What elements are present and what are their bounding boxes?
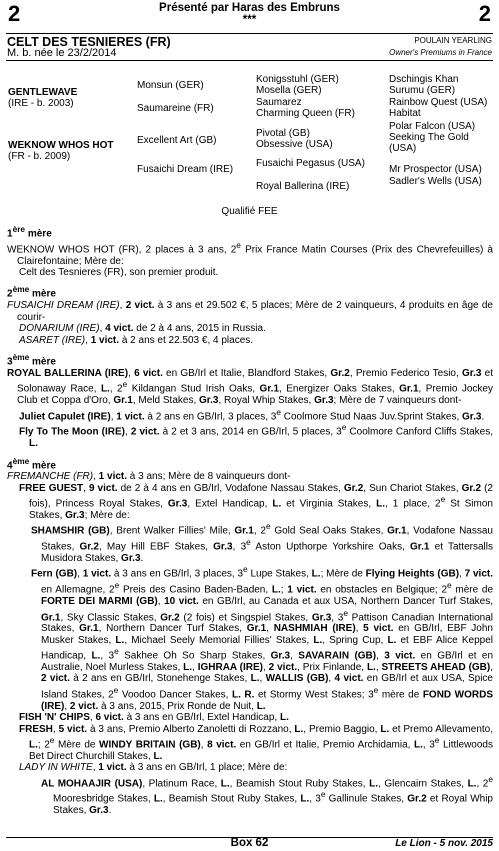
- dam-line-record: [7, 224, 493, 817]
- section-heading: 3ème mère: [7, 352, 56, 368]
- dam-info: (FR - b. 2009): [8, 151, 71, 162]
- g3-2: Mosella (GER): [256, 85, 322, 96]
- page-footer: [6, 837, 493, 851]
- lot-number-right: 2: [478, 1, 491, 26]
- horse-name: CELT DES TESNIERES (FR): [7, 35, 171, 49]
- lot-number-left: 2: [8, 1, 21, 26]
- record-paragraph: FRESH, 5 vict. à 3 ans, Premio Alberto Zanoletti di Rozzano, L., Premio Baggio, L. et Premo Allevamento, L.; 2e Mère de WINDY BRITAIN (GB), 8 vict. en GB/Irl et Italie, Premio Archidamia, L., 3e Littlewoods Bet Direct Churchill Stakes, L.: [19, 723, 493, 762]
- record-paragraph: ASARET (IRE), 1 vict. à 2 ans et 22.503 €, 4 places.: [19, 334, 254, 346]
- record-paragraph: SHAMSHIR (GB), Brent Walker Fillies' Mile, Gr.1, 2e Gold Seal Oaks Stakes, Gr.1, Vodafone Nassau Stakes, Gr.2, May Hill EBF Stakes, Gr.3, 3e Aston Upthorpe Yorkshire Oaks, Gr.1 et Tattersalls Musidora Stakes, Gr.3.: [31, 521, 493, 565]
- record-paragraph: Fly To The Moon (IRE), 2 vict. à 2 et 3 ans, 2014 en GB/Irl, 5 places, 3e Coolmore Canford Cliffs Stakes, L.: [19, 422, 493, 450]
- presented-by: Présenté par Haras des Embruns: [159, 2, 340, 14]
- g3-5: Pivotal (GB): [256, 128, 310, 139]
- g4-3: Rainbow Quest (USA): [389, 97, 488, 108]
- category: POULAIN YEARLING: [414, 36, 492, 45]
- presenter: [0, 2, 499, 26]
- g3-1: Konigsstuhl (GER): [256, 74, 339, 85]
- sire-sire: Monsun (GER): [137, 80, 204, 91]
- g3-4: Charming Queen (FR): [256, 108, 355, 119]
- sire-info: (IRE - b. 2003): [8, 98, 74, 109]
- record-paragraph: FISH 'N' CHIPS, 6 vict. à 3 ans en GB/Irl, Extel Handicap, L.: [19, 712, 289, 724]
- g4-6: Seeking The Gold (USA): [389, 132, 469, 154]
- sire: [8, 87, 77, 109]
- g4-5: Polar Falcon (USA): [389, 121, 476, 132]
- sire-name: GENTLEWAVE: [8, 87, 78, 98]
- record-paragraph: Celt des Tesnieres (FR), son premier produit.: [19, 267, 219, 279]
- record-paragraph: Juliet Capulet (IRE), 1 vict. à 2 ans en GB/Irl, 3 places, 3e Coolmore Stud Naas Juv.Sprint Stakes, Gr.3.: [19, 406, 485, 422]
- dam-dam: Fusaichi Dream (IRE): [137, 164, 234, 175]
- g4-2: Surumu (GER): [389, 85, 456, 96]
- section-heading: 2ème mère: [7, 284, 56, 300]
- g3-7: Fusaichi Pegasus (USA): [256, 158, 365, 169]
- g3-8: Royal Ballerina (IRE): [256, 181, 350, 192]
- premiums: Owner's Premiums in France: [389, 48, 492, 57]
- section-heading: 1ère mère: [7, 224, 52, 240]
- box-number: Box 62: [230, 837, 269, 849]
- qualification: Qualifié FEE: [221, 206, 278, 217]
- g4-1: Dschingis Khan: [389, 74, 459, 85]
- dam-name: WEKNOW WHOS HOT: [8, 140, 114, 151]
- g4-8: Sadler's Wells (USA): [389, 176, 482, 187]
- sale-info: Le Lion - 5 nov. 2015: [395, 838, 493, 849]
- sex-birth: M. b. née le 23/2/2014: [7, 47, 117, 59]
- g4-7: Mr Prospector (USA): [389, 164, 482, 175]
- record-paragraph: Fern (GB), 1 vict. à 3 ans en GB/Irl, 3 places, 3e Lupe Stakes, L.; Mère de Flying Heights (GB), 7 vict. en Allemagne, 2e Preis des Casino Baden-Baden, L.; 1 vict. en obstacles en Belgique; 2e mère de FORTE DEI MARMI (GB), 10 vict. en GB/Irl, au Canada et aux USA, Northern Dancer Turf Stakes, Gr.1, Sky Classic Stakes, Gr.2 (2 fois) et Singspiel Stakes, Gr.3, 3e Pattison Canadian International Stakes, Gr.1, Northern Dancer Turf Stakes, Gr.1, NASHMIAH (IRE), 5 vict. en GB/Irl, EBF John Musker Stakes, L., Michael Seely Memorial Fillies' Stakes, L., Spring Cup, L. et EBF Alice Keppel Handicap, L., 3e Sakhee Oh So Sharp Stakes, Gr.3, SAVARAIN (GB), 3 vict. en GB/Irl et en Australie, Noel Murless Stakes, L., IGHRAA (IRE), 2 vict., Prix Finlande, L., STREETS AHEAD (GB), 2 vict. à 2 ans en GB/Irl, Stonehenge Stakes, L., WALLIS (GB), 4 vict. en GB/Irl et aux USA, Spice Island Stakes, 2e Voodoo Dancer Stakes, L. R. et Stormy West Stakes; 3e mère de FOND WORDS (IRE), 2 vict. à 3 ans, 2015, Prix Ronde de Nuit, L.: [31, 564, 494, 712]
- g4-4: Habitat: [389, 108, 421, 119]
- record-paragraph: AL MOHAAJIR (USA), Platinum Race, L., Beamish Stout Ruby Stakes, L., Glencairn Stakes, L., 2e Mooresbridge Stakes, L., Beamish Stout Ruby Stakes, L., 3e Gallinule Stakes, Gr.2 et Royal Whip Stakes, Gr.3.: [41, 773, 493, 817]
- dam: [8, 140, 118, 162]
- record-paragraph: ROYAL BALLERINA (IRE), 6 vict. en GB/Irl et Italie, Blandford Stakes, Gr.2, Premio Federico Tesio, Gr.3 et Solonaway Race, L., 2e Kildangan Stud Irish Oaks, Gr.1, Energizer Oaks Stakes, Gr.1, Premio Jockey Club et Coppa d'Oro, Gr.1, Meld Stakes, Gr.3, Royal Whip Stakes, Gr.3; Mère de 7 vainqueurs dont-: [7, 367, 493, 407]
- record-paragraph: WEKNOW WHOS HOT (FR), 2 places à 3 ans, 2e Prix France Matin Courses (Prix des Chevrefeuilles) à Clairefontaine; Mère de:: [7, 239, 493, 267]
- record-paragraph: FREE GUEST, 9 vict. de 2 à 4 ans en GB/Irl, Vodafone Nassau Stakes, Gr.2, Sun Chariot Stakes, Gr.2 (2 fois), Princess Royal Stakes, Gr.3, Extel Handicap, L. et Virginia Stakes, L., 1 place, 2e St Simon Stakes, Gr.3; Mère de:: [19, 482, 493, 522]
- dam-sire: Excellent Art (GB): [137, 135, 217, 146]
- stars: ***: [242, 14, 257, 26]
- record-paragraph: LADY IN WHITE, 1 vict. à 3 ans en GB/Irl, 1 place; Mère de:: [19, 762, 288, 774]
- section-heading: 4ème mère: [7, 455, 56, 471]
- horse-name-bar: [6, 33, 493, 61]
- g3-3: Saumarez: [256, 97, 302, 108]
- g3-6: Obsessive (USA): [256, 139, 333, 150]
- record-paragraph: FUSAICHI DREAM (IRE), 2 vict. à 3 ans et 29.502 €, 5 places; Mère de 2 vainqueurs, 4 produits en âge de courir-: [7, 300, 493, 323]
- record-paragraph: DONARIUM (IRE), 4 vict. de 2 à 4 ans, 2015 in Russia.: [19, 323, 266, 335]
- record-paragraph: FREMANCHE (FR), 1 vict. à 3 ans; Mère de 8 vainqueurs dont-: [7, 471, 291, 483]
- sire-dam: Saumareine (FR): [137, 103, 214, 114]
